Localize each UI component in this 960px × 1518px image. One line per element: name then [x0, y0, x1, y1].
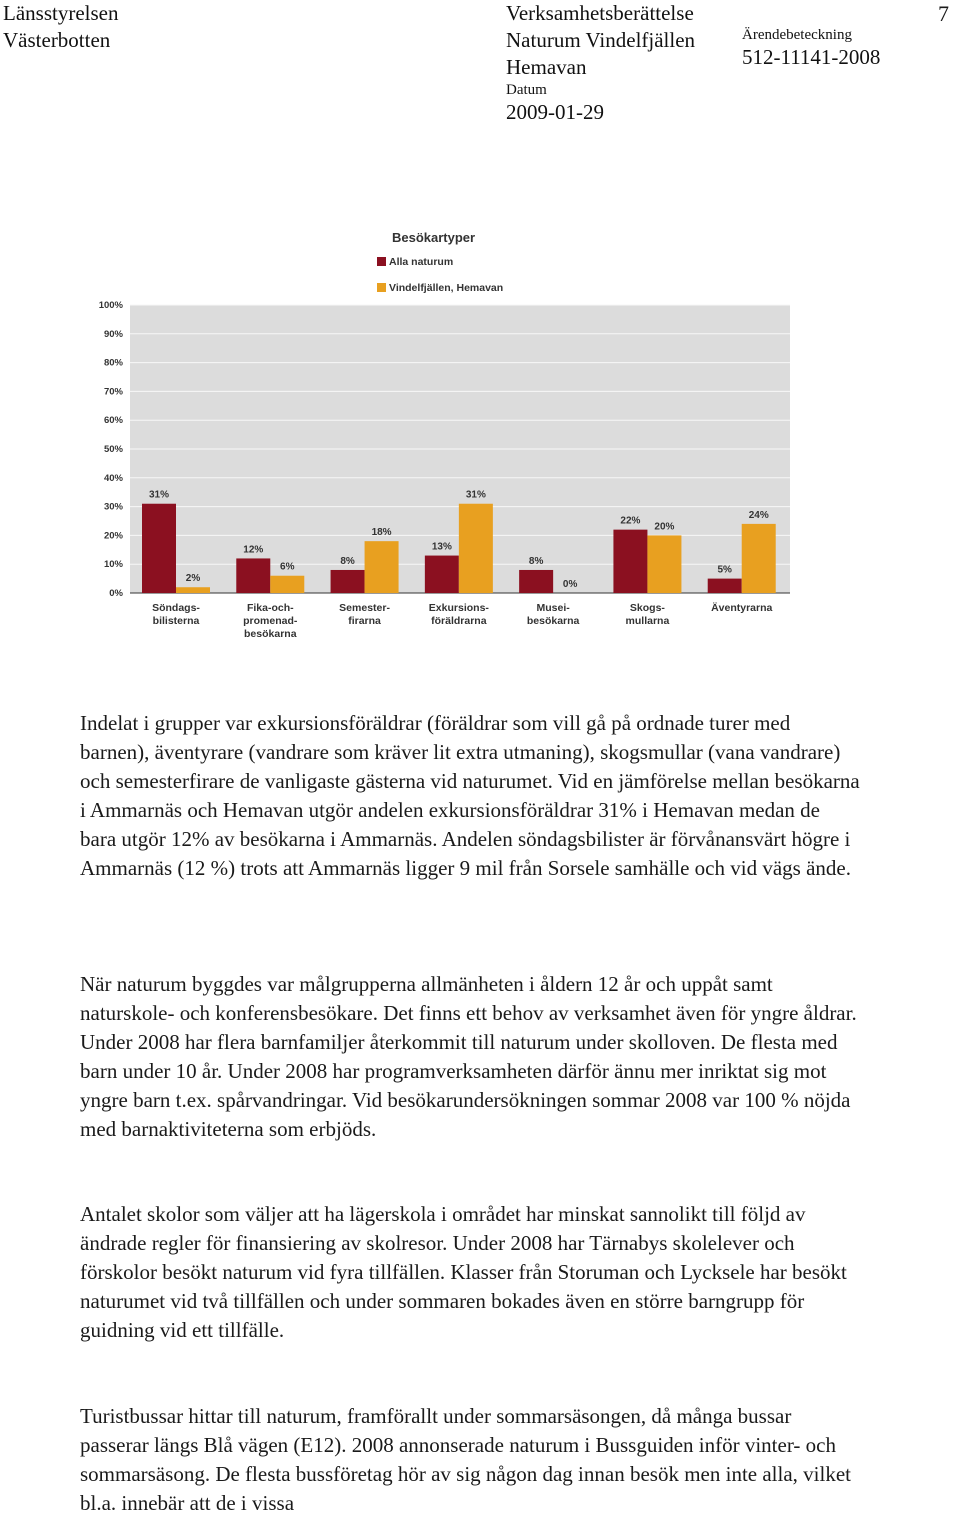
- bar: [519, 570, 553, 593]
- data-label: 8%: [340, 555, 355, 567]
- x-tick-label: föräldrarna: [431, 615, 487, 627]
- paragraph-schools: [80, 1200, 860, 1345]
- data-label: 2%: [185, 573, 201, 585]
- header-reference: [742, 26, 880, 71]
- paragraph-tour-buses: [80, 1402, 860, 1518]
- y-tick-label: 30%: [103, 501, 123, 513]
- chart-title: Besökartyper: [392, 230, 476, 245]
- x-tick-label: promenad-: [243, 615, 298, 627]
- y-tick-label: 80%: [103, 357, 123, 369]
- x-tick-label: Exkursions-: [428, 602, 489, 614]
- bar: [270, 576, 304, 593]
- document-type: Verksamhetsberättelse: [506, 1, 694, 25]
- visitor-types-chart: [90, 225, 800, 645]
- y-tick-label: 0%: [109, 588, 123, 599]
- y-tick-label: 50%: [103, 444, 123, 455]
- data-label: 20%: [654, 521, 675, 533]
- bar: [176, 587, 210, 593]
- bar: [708, 579, 742, 593]
- y-tick-label: 70%: [103, 386, 123, 398]
- legend-label: Vindelfjällen, Hemavan: [389, 282, 504, 294]
- bar: [331, 570, 365, 593]
- paragraph-text: Turistbussar hittar till naturum, framförallt under sommarsäsongen, då många bussar passerar längs Blå vägen (E12). 2008 annonserade naturum i Bussguiden inför vinter- och sommarsäsong. De flesta bussföretag hör av sig någon dag innan besök men inte alla, vilket bl.a. innebär att de i vissa: [80, 1404, 851, 1515]
- y-tick-label: 90%: [103, 328, 123, 340]
- y-tick-label: 100%: [98, 300, 123, 311]
- data-label: 5%: [717, 564, 732, 576]
- bar: [613, 530, 647, 593]
- bar: [236, 558, 270, 593]
- data-label: 8%: [528, 555, 544, 567]
- date-value: 2009-01-29: [506, 100, 604, 124]
- x-tick-label: Semester-: [339, 602, 390, 614]
- y-tick-label: 10%: [103, 559, 123, 571]
- bar: [425, 556, 459, 593]
- reference-label: Ärendebeteckning: [742, 27, 852, 43]
- data-label: 6%: [280, 561, 295, 573]
- document-subject: Naturum Vindelfjällen: [506, 28, 696, 52]
- data-label: 31%: [148, 489, 170, 501]
- x-tick-label: Musei-: [536, 602, 570, 614]
- x-tick-label: mullarna: [625, 615, 670, 627]
- y-tick-label: 60%: [103, 415, 123, 427]
- page-number: 7: [938, 1, 949, 26]
- bar: [647, 535, 681, 593]
- x-tick-label: bilisterna: [152, 615, 200, 627]
- x-tick-label: Äventyrarna: [711, 602, 773, 614]
- data-label: 0%: [562, 579, 578, 590]
- x-tick-label: Skogs-: [629, 602, 665, 614]
- paragraph-text: Antalet skolor som väljer att ha lägerskola i området har minskat sannolikt till följd av ändrade regler för finansiering av skolresor. Under 2008 har Tärnabys skolelever och förskolor besökt naturum vid fyra tillfällen. Klasser från Storuman och Lycksele har besökt naturumet vid två tillfällen och under sommaren bokades även en större barngrupp för guidning vid ett tillfälle.: [80, 1202, 847, 1342]
- legend-swatch: [377, 257, 386, 266]
- document-place: Hemavan: [506, 55, 587, 79]
- header-document-info: [506, 0, 695, 126]
- bar: [365, 541, 399, 593]
- bar: [459, 504, 493, 593]
- data-label: 31%: [465, 489, 486, 501]
- x-tick-label: Fika-och-: [246, 602, 294, 614]
- paragraph-text: När naturum byggdes var målgrupperna allmänheten i åldern 12 år och uppåt samt naturskole- och konferensbesökare. Det finns ett behov av verksamhet även för yngre åldrar. Under 2008 har flera barnfamiljer återkommit till naturum under skolloven. De flesta med barn under 10 år. Under 2008 har programverksamheten därför ännu mer inriktat sig mot yngre barn t.ex. spårvandringar. Vid besökarundersökningen sommar 2008 var 100 % nöjda med barnaktiviteterna som erbjöds.: [80, 972, 857, 1141]
- header-organization: [3, 0, 118, 54]
- y-tick-label: 40%: [103, 472, 123, 484]
- data-label: 24%: [748, 509, 769, 521]
- paragraph-target-groups: [80, 970, 860, 1144]
- y-tick-label: 20%: [103, 530, 123, 542]
- x-tick-label: besökarna: [526, 615, 580, 627]
- x-tick-label: firarna: [348, 615, 381, 627]
- paragraph-visitor-groups: [80, 709, 860, 883]
- org-name: Länsstyrelsen: [3, 1, 119, 25]
- data-label: 12%: [243, 544, 264, 556]
- date-label: Datum: [506, 82, 547, 98]
- paragraph-text: Indelat i grupper var exkursionsföräldrar (föräldrar som vill gå på ordnade turer med barnen), äventyrare (vandrare som kräver lit extra utmaning), skogsmullar (vana vandrare) och semesterfirare de vanligaste gästerna vid naturumet. Vid en jämförelse mellan besökarna i Ammarnäs och Hemavan utgör andelen exkursionsföräldrar 31% i Hemavan medan de bara utgör 12% av besökarna i Ammarnäs. Andelen söndagsbilister är förvånansvärt högre i Ammarnäs (12 %) trots att Ammarnäs ligger 9 mil från Sorsele samhälle och vid vägs ände.: [80, 711, 860, 880]
- data-label: 18%: [371, 527, 392, 539]
- reference-number: 512-11141-2008: [742, 45, 881, 69]
- data-label: 22%: [620, 515, 641, 527]
- x-tick-label: besökarna: [244, 628, 297, 640]
- org-region: Västerbotten: [3, 28, 111, 52]
- legend-label: Alla naturum: [389, 256, 454, 268]
- chart-canvas: [90, 225, 800, 645]
- x-tick-label: Söndags-: [152, 602, 200, 614]
- data-label: 13%: [431, 541, 452, 553]
- legend-swatch: [377, 283, 386, 292]
- bar: [742, 524, 776, 593]
- bar: [142, 504, 176, 593]
